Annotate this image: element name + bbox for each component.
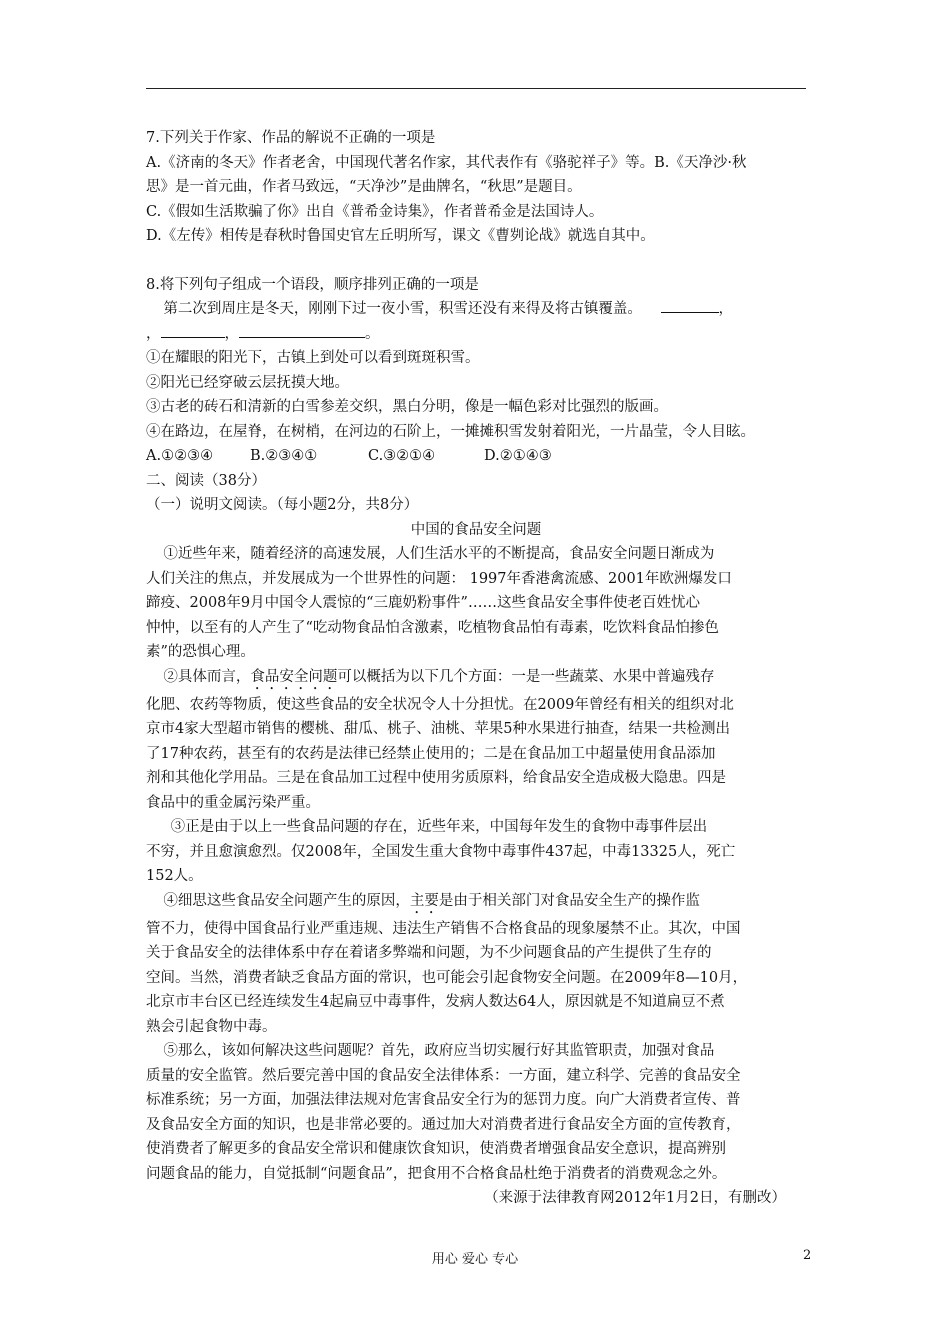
comma: ， bbox=[718, 301, 733, 317]
paragraph-5-line: 及食品安全方面的知识，也是非常必要的。通过加大对消费者进行食品安全方面的宣传教育， bbox=[146, 1116, 741, 1133]
paragraph-2-line: 京市4家大型超市销售的樱桃、甜瓜、桃子、油桃、苹果5种水果进行抽查，结果一共检测出 bbox=[146, 721, 730, 737]
article-title: 中国的食品安全问题 bbox=[410, 521, 542, 538]
paragraph-3-line: 不穷，并且愈演愈烈。仅2008年，全国发生重大食物中毒事件437起，中毒13325人，死亡 bbox=[146, 843, 736, 860]
paragraph-5-line: ⑤那么，该如何解决这些问题呢？首先，政府应当切实履行好其监管职责，加强对食品 bbox=[163, 1043, 715, 1059]
paragraph-3-line: 152人。 bbox=[146, 868, 203, 884]
period: 。 bbox=[365, 325, 380, 342]
option-d: D.②①④③ bbox=[484, 448, 552, 464]
page-footer: 用心 爱心 专心 bbox=[431, 1252, 519, 1267]
sentence-3: ③古老的砖石和清新的白雪参差交织，黑白分明，像是一幅色彩对比强烈的版画。 bbox=[146, 399, 668, 415]
paragraph-4-first-line bbox=[146, 889, 806, 917]
option-c: C.③②①④ bbox=[368, 448, 436, 464]
question-7-option-c: C.《假如生活欺骗了你》出自《普希金诗集》，作者普希金是法国诗人。 bbox=[146, 203, 604, 220]
paragraph-4-rest: 是由于相关部门对食品安全生产的操作监 bbox=[438, 892, 700, 909]
paragraph-4-line: 熟会引起食物中毒。 bbox=[146, 1018, 277, 1035]
paragraph-5-line: 标准系统；另一方面，加强法律法规对危害食品安全行为的惩罚力度。向广大消费者宣传、普 bbox=[146, 1092, 741, 1108]
comma: ， bbox=[146, 325, 161, 342]
paragraph-1-line: 素”的恐惧心理。 bbox=[146, 644, 255, 660]
article-source: （来源于法律教育网2012年1月2日，有删改） bbox=[484, 1190, 786, 1206]
answer-blank-1[interactable] bbox=[661, 298, 719, 313]
option-a: A.①②③④ bbox=[146, 448, 214, 464]
paragraph-2-line: 食品中的重金属污染严重。 bbox=[146, 794, 320, 811]
paragraph-2-line: 剂和其他化学用品。三是在食品加工过程中使用劣质原料，给食品安全造成极大隐患。四是 bbox=[146, 770, 726, 786]
question-8-blanks bbox=[146, 322, 806, 347]
paragraph-5-line: 质量的安全监管。然后要完善中国的食品安全法律体系：一方面，建立科学、完善的食品安全 bbox=[146, 1067, 741, 1084]
emphasized-term: 主要 bbox=[409, 892, 439, 909]
answer-blank-3[interactable] bbox=[239, 323, 365, 338]
paragraph-4-lead: ④细思这些食品安全问题产生的原因， bbox=[163, 892, 410, 909]
paragraph-2-line: 了17种农药，甚至有的农药是法律已经禁止使用的；二是在食品加工中超量使用食品添加 bbox=[146, 745, 716, 762]
paragraph-2-rest: 可以概括为以下几个方面：一是一些蔬菜、水果中普遍残存 bbox=[337, 668, 715, 685]
section-2-title: 二、阅读（38分） bbox=[146, 472, 266, 489]
paragraph-4-line: 空间。当然，消费者缺乏食品方面的常识，也可能会引起食物安全问题。在2009年8—10月， bbox=[146, 969, 748, 986]
paragraph-1-line: ①近些年来，随着经济的高速发展，人们生活水平的不断提高，食品安全问题日渐成为 bbox=[163, 546, 715, 562]
paragraph-4-line: 北京市丰台区已经连续发生4起扁豆中毒事件，发病人数达64人，原因就是不知道扁豆不煮 bbox=[146, 994, 725, 1010]
paragraph-2-first-line bbox=[146, 665, 806, 693]
paragraph-2-line: 化肥、农药等物质，使这些食品的安全状况令人十分担忧。在2009年曾经有相关的组织对北 bbox=[146, 696, 734, 713]
paragraph-5-line: 使消费者了解更多的食品安全常识和健康饮食知识，使消费者增强食品安全意识，提高辨别 bbox=[146, 1141, 726, 1157]
option-b: B.②③④① bbox=[250, 448, 318, 464]
paragraph-2-lead: ②具体而言， bbox=[163, 668, 251, 685]
paragraph-1-line: 忡忡，以至有的人产生了“吃动物食品怕含激素，吃植物食品怕有毒素，吃饮料食品怕掺色 bbox=[146, 619, 719, 636]
paragraph-3-line: ③正是由于以上一些食品问题的存在，近些年来，中国每年发生的食物中毒事件层出 bbox=[170, 819, 708, 835]
question-8-options bbox=[146, 444, 806, 469]
sentence-1: ①在耀眼的阳光下，古镇上到处可以看到斑斑积雪。 bbox=[146, 350, 480, 366]
comma: ， bbox=[224, 325, 239, 342]
question-7-option-a: A.《济南的冬天》作者老舍，中国现代著名作家，其代表作有《骆驼祥子》等。B.《天净沙·秋 bbox=[146, 154, 747, 171]
question-7-stem: 7.下列关于作家、作品的解说不正确的一项是 bbox=[146, 130, 436, 146]
page-content bbox=[146, 126, 806, 1211]
paragraph-4-line: 关于食品安全的法律体系中存在着诸多弊端和问题，为不少问题食品的产生提供了生存的 bbox=[146, 945, 712, 961]
answer-blank-2[interactable] bbox=[161, 323, 225, 338]
question-8-lead-text: 第二次到周庄是冬天，刚刚下过一夜小雪，积雪还没有来得及将古镇覆盖。 bbox=[163, 301, 642, 317]
paragraph-4-line: 管不力，使得中国食品行业严重违规、违法生产销售不合格食品的现象屡禁不止。其次，中国 bbox=[146, 920, 741, 937]
emphasized-term: 食品安全问题 bbox=[250, 668, 338, 685]
question-8-stem: 8.将下列句子组成一个语段，顺序排列正确的一项是 bbox=[146, 276, 479, 293]
paragraph-1-line: 蹄疫、2008年9月中国令人震惊的“三鹿奶粉事件”……这些食品安全事件使老百姓忧心 bbox=[146, 595, 700, 611]
question-7-option-d: D.《左传》相传是春秋时鲁国史官左丘明所写，课文《曹刿论战》就选自其中。 bbox=[146, 228, 655, 244]
sentence-4: ④在路边，在屋脊，在树梢，在河边的石阶上，一摊摊积雪发射着阳光，一片晶莹，令人目眩。 bbox=[146, 423, 755, 440]
sentence-2: ②阳光已经穿破云层抚摸大地。 bbox=[146, 374, 349, 391]
section-2-subtitle: （一）说明文阅读。（每小题2分，共8分） bbox=[146, 497, 419, 513]
paragraph-5-line: 问题食品的能力，自觉抵制“问题食品”，把食用不合格食品杜绝于消费者的消费观念之外。 bbox=[146, 1165, 727, 1182]
question-8-lead bbox=[146, 297, 806, 322]
header-rule bbox=[146, 88, 806, 89]
page-number: 2 bbox=[803, 1248, 812, 1263]
question-7-option-b: 思》是一首元曲，作者马致远，“天净沙”是曲牌名，“秋思”是题目。 bbox=[146, 179, 582, 195]
paragraph-1-line: 人们关注的焦点，并发展成为一个世界性的问题： 1997年香港禽流感、2001年欧洲爆发口 bbox=[146, 570, 732, 587]
